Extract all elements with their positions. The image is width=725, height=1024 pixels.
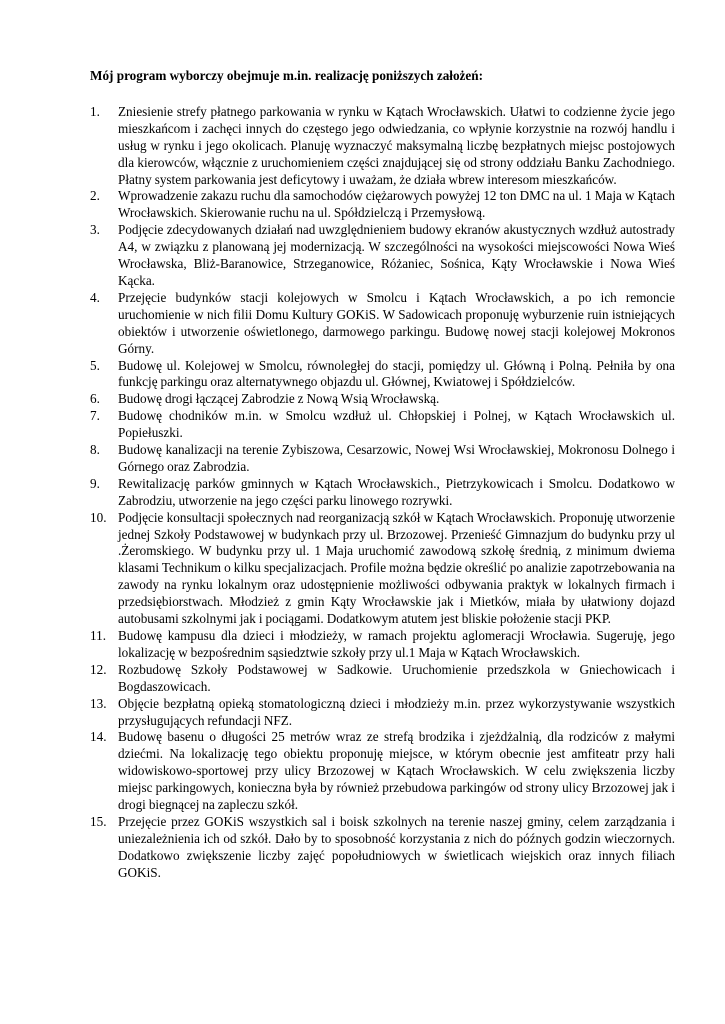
list-item	[90, 662, 675, 696]
list-item	[90, 476, 675, 510]
program-list	[90, 104, 675, 882]
list-item	[90, 358, 675, 392]
item-text: Budowę basenu o długości 25 metrów wraz ze strefą brodzika i zjeżdżalnią, dla rodziców z małymi dziećmi. Na lokalizację tego obiektu proponuję miejsce, w którym obecnie jest amfiteatr przy hali widowiskowo-sportowej przy ulicy Brzozowej w Kątach Wrocławskich. W celu zwiększenia liczby miejsc parkingowych, konieczna była by również przebudowa parkingów od strony ulicy Brzozowej jak i drogi biegnącej na zapleczu szkół.	[118, 729, 675, 813]
list-item	[90, 442, 675, 476]
item-text: Wprowadzenie zakazu ruchu dla samochodów ciężarowych powyżej 12 ton DMC na ul. 1 Maja w Kątach Wrocławskich. Skierowanie ruchu na ul. Spółdzielczą i Przemysłową.	[118, 188, 675, 221]
item-number: 15.	[90, 813, 107, 829]
list-item	[90, 628, 675, 662]
item-text: Zniesienie strefy płatnego parkowania w rynku w Kątach Wrocławskich. Ułatwi to codzienne życie jego mieszkańcom i zachęci innych do częstego jego odwiedzania, co wpłynie korzystnie na rozwój handlu i usług w rynku i jego okolicach. Planuję wyznaczyć maksymalną liczbę bezpłatnych miejsc postojowych dla kierowców, włącznie z uruchomieniem części znajdującej się od strony oddziału Banku Zachodniego. Płatny system parkowania jest deficytowy i uważam, że działa wbrew interesom mieszkańców.	[118, 103, 675, 187]
item-text: Budowę chodników m.in. w Smolcu wzdłuż ul. Chłopskiej i Polnej, w Kątach Wrocławskich ul. Popiełuszki.	[118, 408, 675, 441]
document-page	[90, 68, 675, 882]
item-text: Budowę ul. Kolejowej w Smolcu, równoległej do stacji, pomiędzy ul. Główną i Polną. Pełniła by ona funkcję parkingu oraz alternatywnego objazdu ul. Głównej, Kwiatowej i Spółdzielców.	[118, 357, 675, 390]
list-item	[90, 188, 675, 222]
list-item	[90, 391, 675, 408]
item-number: 11.	[90, 628, 106, 643]
list-item	[90, 104, 675, 189]
item-number: 1.	[90, 103, 100, 119]
item-text: Przejęcie przez GOKiS wszystkich sal i boisk szkolnych na terenie naszej gminy, celem zarządzania i uniezależnienia ich od szkół. Dało by to sposobność korzystania z nich do późnych godzin wieczornych. Dodatkowo zwiększenie liczby zajęć popołudniowych w świetlicach wiejskich oraz innych filiach GOKiS.	[118, 813, 675, 880]
item-number: 7.	[90, 408, 100, 424]
item-text: Objęcie bezpłatną opieką stomatologiczną dzieci i młodzieży m.in. przez wykorzystywanie wszystkich przysługujących refundacji NFZ.	[118, 695, 675, 728]
item-number: 10.	[90, 509, 107, 525]
item-text: Budowę kanalizacji na terenie Zybiszowa, Cesarzowic, Nowej Wsi Wrocławskiej, Mokronosu Dolnego i Górnego oraz Zabrodzia.	[118, 442, 675, 474]
item-number: 8.	[90, 442, 100, 458]
item-number: 6.	[90, 391, 100, 407]
item-text: Rozbudowę Szkoły Podstawowej w Sadkowie. Uruchomienie przedszkola w Gniechowicach i Bogdaszowicach.	[118, 661, 675, 694]
item-number: 9.	[90, 475, 100, 491]
list-item	[90, 729, 675, 814]
list-item	[90, 290, 675, 358]
item-text: Podjęcie zdecydowanych działań nad uwzględnieniem budowy ekranów akustycznych wzdłuż autostrady A4, w związku z planowaną jej modernizacją. W szczególności na wysokości miejscowości Nowa Wieś Wrocławska, Bliż-Baranowice, Strzeganowice, Różaniec, Sośnica, Kąty Wrocławskie i Nowa Wieś Kącka.	[118, 222, 675, 288]
item-text: Podjęcie konsultacji społecznych nad reorganizacją szkół w Kątach Wrocławskich. Proponuję utworzenie jednej Szkoły Podstawowej w budynkach przy ul. Brzozowej. Przenieść Gimnazjum do budynku przy ul .Żeromskiego. W budynku przy ul. 1 Maja uruchomić zawodową szkołę średnią, z minimum dwiema klasami Technikum o kilku specjalizacjach. Profile można będzie określić po analizie zapotrzebowania na zawody na rynku lokalnym oraz udostępnienie możliwości odbywania praktyk w lokalnych firmach i przedsiębiorstwach. Młodzież z gmin Kąty Wrocławskie jak i Mietków, miała by ułatwiony dojazd autobusami szkolnymi jak i pociągami. Dodatkowym atutem jest bliskie położenie stacji PKP.	[118, 509, 675, 627]
item-text: Rewitalizację parków gminnych w Kątach Wrocławskich., Pietrzykowicach i Smolcu. Dodatkowo w Zabrodziu, utworzenie na jego części parku linowego rozrywki.	[118, 475, 675, 508]
item-number: 5.	[90, 357, 100, 373]
list-item	[90, 408, 675, 442]
list-item	[90, 696, 675, 730]
item-number: 4.	[90, 289, 100, 305]
item-text: Budowę kampusu dla dzieci i młodzieży, w ramach projektu aglomeracji Wrocławia. Sugeruję, jego lokalizację w bezpośrednim sąsiedztwie szkoły przy ul.1 Maja w Kątach Wrocławskich.	[118, 628, 675, 660]
item-text: Budowę drogi łączącej Zabrodzie z Nową Wsią Wrocławską.	[118, 391, 440, 407]
item-number: 3.	[90, 222, 100, 238]
item-text: Przejęcie budynków stacji kolejowych w Smolcu i Kątach Wrocławskich, a po ich remoncie uruchomienie w nich filii Domu Kultury GOKiS. W Sadowicach proponuję wyburzenie ruin istniejących obiektów i utworzenie oświetlonego, darmowego parkingu. Budowę nowej stacji kolejowej Mokronos Górny.	[118, 289, 675, 356]
list-item	[90, 222, 675, 290]
document-heading: Mój program wyborczy obejmuje m.in. realizację poniższych założeń:	[90, 68, 483, 83]
item-number: 2.	[90, 188, 100, 204]
item-number: 14.	[90, 729, 107, 745]
item-number: 13.	[90, 695, 107, 711]
list-item	[90, 510, 675, 628]
item-number: 12.	[90, 661, 107, 677]
list-item	[90, 814, 675, 882]
